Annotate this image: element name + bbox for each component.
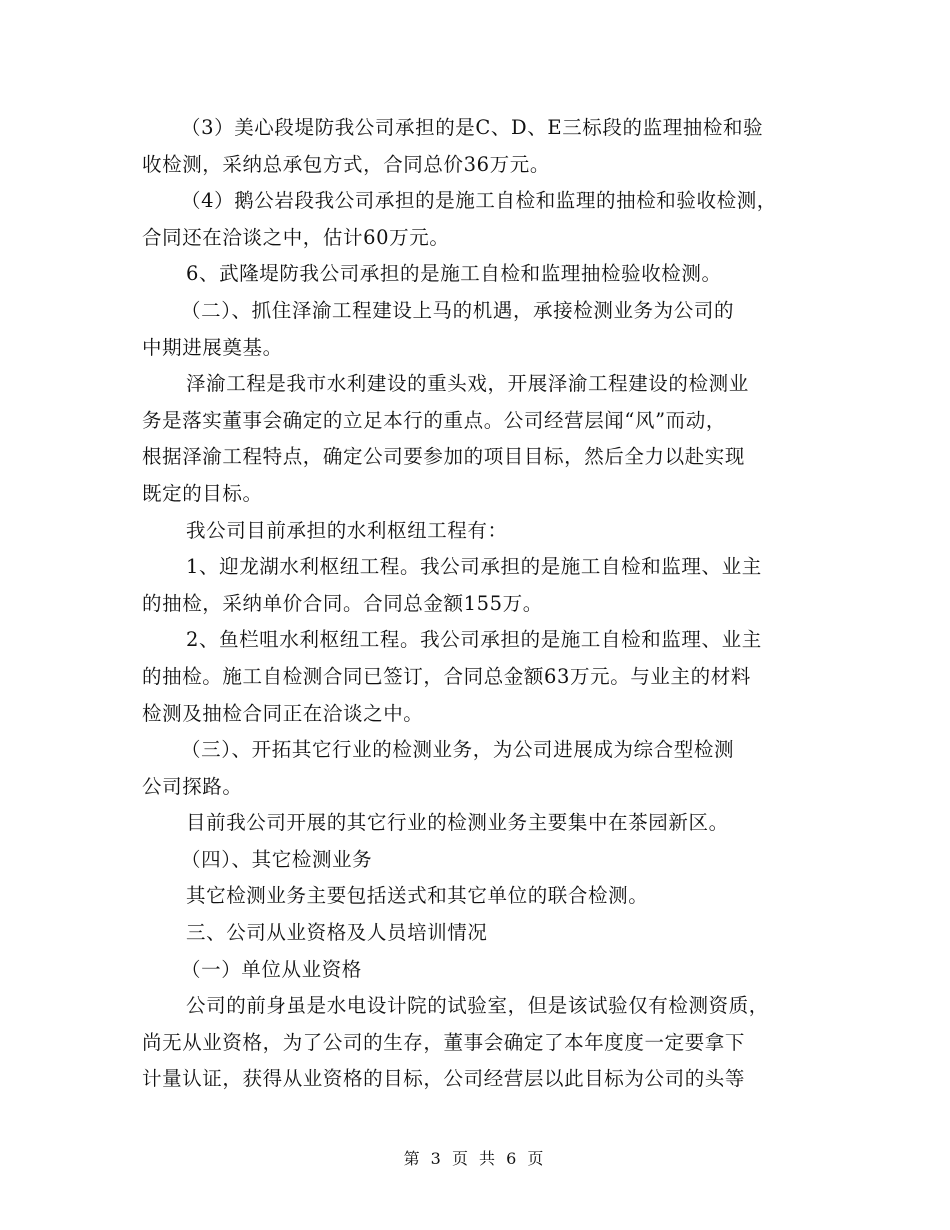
text-line: 6、武隆堤防我公司承担的是施工自检和监理抽检验收检测。 [186, 262, 722, 286]
text-line: 公司探路。 [142, 774, 243, 798]
text-line: 的抽检，采纳单价合同。合同总金额155万。 [142, 591, 543, 615]
text-line: 计量认证，获得从业资格的目标，公司经营层以此目标为公司的头等 [142, 1067, 746, 1091]
text-line: （四）、其它检测业务 [181, 847, 373, 871]
text-line: 务是落实董事会确定的立足本行的重点。公司经营层闻“风”而动， [142, 408, 726, 432]
text-line: 的抽检。施工自检测合同已签订，合同总金额63万元。与业主的材料 [142, 664, 751, 688]
text-line: 中期进展奠基。 [142, 335, 283, 359]
text-line: 我公司目前承担的水利枢纽工程有： [186, 518, 508, 542]
text-line: 其它检测业务主要包括送式和其它单位的联合检测。 [186, 884, 649, 908]
text-line: （一）单位从业资格 [181, 957, 362, 981]
document-body [142, 110, 822, 1098]
text-line: 合同还在洽谈之中，估计60万元。 [142, 225, 450, 249]
text-line: 公司的前身虽是水电设计院的试验室，但是该试验仅有检测资质， [186, 994, 769, 1018]
text-line: （三）、开拓其它行业的检测业务，为公司进展成为综合型检测 [181, 738, 735, 762]
text-line: 检测及抽检合同正在洽谈之中。 [142, 701, 424, 725]
text-line: 2、鱼栏咀水利枢纽工程。我公司承担的是施工自检和监理、业主 [186, 628, 762, 652]
text-line: 收检测，采纳总承包方式，合同总价36万元。 [142, 152, 550, 176]
page-footer: 第 3 页 共 6 页 [403, 1149, 547, 1168]
text-line: 泽渝工程是我市水利建设的重头戏，开展泽渝工程建设的检测业 [186, 372, 749, 396]
text-line: 既定的目标。 [142, 481, 263, 505]
text-line: 1、迎龙湖水利枢纽工程。我公司承担的是施工自检和监理、业主 [186, 555, 762, 579]
text-line: （二）、抓住泽渝工程建设上马的机遇，承接检测业务为公司的 [181, 298, 735, 322]
text-line: 目前我公司开展的其它行业的检测业务主要集中在茶园新区。 [186, 811, 729, 835]
text-line: （3）美心段堤防我公司承担的是C、D、E三标段的监理抽检和验 [181, 116, 764, 139]
text-line: 根据泽渝工程特点，确定公司要参加的项目目标，然后全力以赴实现 [142, 445, 746, 469]
text-line: 三、公司从业资格及人员培训情况 [186, 921, 488, 945]
text-line: （4）鹅公岩段我公司承担的是施工自检和监理的抽检和验收检测， [181, 189, 777, 213]
text-line: 尚无从业资格，为了公司的生存，董事会确定了本年度度一定要拿下 [142, 1030, 746, 1054]
